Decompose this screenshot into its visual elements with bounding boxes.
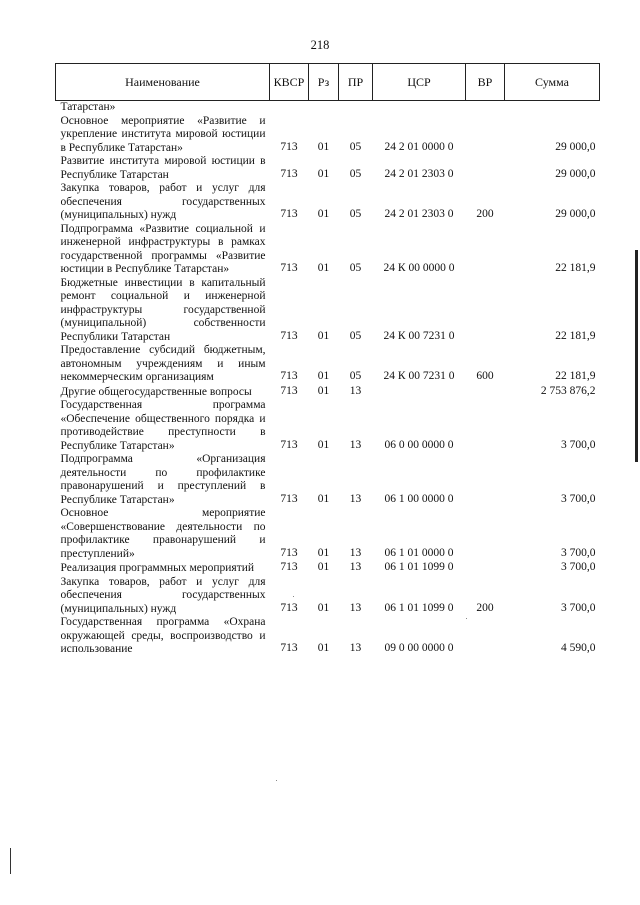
cell-kvsr: 713: [280, 601, 298, 614]
header-pr: ПР: [339, 64, 373, 101]
cell-rz: 01: [317, 167, 330, 180]
cell-sum: 3 700,0: [561, 492, 596, 505]
table-row: [56, 576, 600, 617]
cell-csr: 24 2 01 0000 0: [384, 140, 454, 153]
cell-sum: 3 700,0: [561, 561, 596, 573]
cell-kvsr: 713: [280, 546, 298, 559]
cell-vr: [466, 399, 505, 453]
header-csr: ЦСР: [373, 64, 466, 101]
cell-csr: 06 1 01 1099 0: [384, 561, 454, 573]
cell-pr: 13: [349, 561, 362, 573]
cell-pr: 13: [349, 601, 362, 614]
cell-rz: 01: [317, 329, 330, 342]
scan-edge-bar: [635, 250, 638, 462]
cell-kvsr: 713: [280, 140, 298, 153]
cell-rz: 01: [317, 208, 330, 220]
table-header-row: [56, 64, 600, 101]
cell-pr: 13: [349, 642, 362, 654]
cell-name: Подпрограмма «Организация деятельности по профилактике правонарушений и преступлений в Республике Татарстан»: [60, 453, 266, 506]
cell-sum: [505, 101, 600, 115]
cell-sum: 29 000,0: [555, 208, 596, 220]
cell-vr: [466, 277, 505, 345]
cell-sum: 3 700,0: [561, 438, 596, 451]
cell-kvsr: 713: [280, 492, 298, 505]
table-row: [56, 115, 600, 156]
cell-name: Основное мероприятие «Совершенствование деятельности по профилактике правонарушений и преступлений»: [60, 507, 266, 560]
scan-speck: [276, 780, 277, 781]
cell-pr: 05: [349, 370, 362, 382]
cell-pr: 13: [349, 438, 362, 451]
header-rz: Рз: [309, 64, 339, 101]
cell-pr: 05: [349, 140, 362, 153]
cell-kvsr: 713: [280, 370, 298, 382]
budget-table: [55, 63, 600, 657]
cell-csr: 24 К 00 7231 0: [383, 329, 455, 342]
cell-csr: 24 2 01 2303 0: [384, 167, 454, 180]
cell-rz: 01: [317, 140, 330, 153]
table-row: [56, 101, 600, 115]
cell-name: Основное мероприятие «Развитие и укрепление института мировой юстиции в Республике Татарстан»: [60, 114, 266, 154]
cell-sum: 3 700,0: [561, 546, 596, 559]
cell-vr: [466, 561, 505, 576]
table-body: [56, 101, 600, 657]
cell-pr: 05: [349, 167, 362, 180]
cell-rz: 01: [317, 438, 330, 451]
cell-name: Другие общегосударственные вопросы: [60, 385, 252, 398]
cell-name: Закупка товаров, работ и услуг для обеспечения государственных (муниципальных) нужд: [60, 182, 266, 221]
cell-name: Бюджетные инвестиции в капитальный ремонт социальной и инженерной инфраструктуры государственной (муниципальной) собственности Республики Татарстан: [60, 276, 266, 343]
cell-name: Реализация программных мероприятий: [60, 562, 255, 574]
cell-csr: 06 1 00 0000 0: [384, 492, 454, 505]
cell-sum: 22 181,9: [555, 262, 596, 274]
cell-name: Государственная программа «Охрана окружающей среды, воспроизводство и использование: [60, 616, 266, 655]
table-row: [56, 385, 600, 400]
cell-csr: 24 К 00 0000 0: [383, 262, 455, 274]
cell-rz: 01: [317, 492, 330, 505]
cell-name: Подпрограмма «Развитие социальной и инженерной инфраструктуры в рамках государственной программы «Развитие юстиции в Республике Татарстан»: [60, 222, 266, 275]
scan-speck: [293, 596, 294, 597]
cell-rz: 01: [317, 561, 330, 573]
cell-vr: 600: [476, 370, 494, 382]
cell-rz: 01: [317, 546, 330, 559]
cell-sum: 22 181,9: [555, 370, 596, 382]
scan-margin-mark: [10, 848, 11, 874]
cell-csr: 24 2 01 2303 0: [384, 208, 454, 220]
scan-speck: [466, 618, 467, 619]
cell-rz: 01: [317, 601, 330, 614]
cell-vr: [466, 115, 505, 156]
table-row: [56, 616, 600, 657]
cell-kvsr: 713: [280, 167, 298, 180]
cell-vr: [466, 616, 505, 657]
table-row: [56, 399, 600, 453]
cell-csr: [373, 101, 466, 115]
cell-kvsr: 713: [280, 561, 298, 573]
cell-rz: 01: [317, 262, 330, 274]
cell-sum: 22 181,9: [555, 329, 596, 342]
cell-vr: [466, 101, 505, 115]
cell-vr: 200: [476, 601, 494, 614]
cell-pr: 05: [349, 262, 362, 274]
cell-vr: [466, 155, 505, 182]
cell-name: Татарстан»: [60, 101, 116, 113]
cell-rz: 01: [317, 370, 330, 382]
table-row: [56, 182, 600, 223]
cell-csr: 06 0 00 0000 0: [384, 438, 454, 451]
cell-kvsr: 713: [280, 329, 298, 342]
cell-rz: [309, 101, 339, 115]
cell-rz: 01: [317, 384, 330, 397]
table-row: [56, 561, 600, 576]
table-row: [56, 277, 600, 345]
header-name: Наименование: [56, 64, 270, 101]
cell-vr: [466, 223, 505, 277]
cell-vr: [466, 507, 505, 561]
cell-vr: 200: [476, 208, 494, 220]
table-row: [56, 507, 600, 561]
table-row: [56, 344, 600, 385]
cell-pr: 13: [349, 384, 362, 397]
header-sum: Сумма: [505, 64, 600, 101]
header-kvsr: КВСР: [270, 64, 309, 101]
cell-kvsr: 713: [280, 438, 298, 451]
cell-rz: 01: [317, 642, 330, 654]
cell-name: Государственная программа «Обеспечение общественного порядка и противодействие преступности в Республике Татарстан»: [60, 399, 266, 452]
cell-sum: 29 000,0: [555, 167, 596, 180]
cell-sum: 3 700,0: [561, 601, 596, 614]
cell-vr: [466, 453, 505, 507]
cell-pr: 05: [349, 329, 362, 342]
cell-name: Предоставление субсидий бюджетным, автономным учреждениям и иным некоммерческим организациям: [60, 344, 266, 383]
cell-name: Развитие института мировой юстиции в Республике Татарстан: [60, 155, 266, 181]
cell-pr: 05: [349, 208, 362, 220]
cell-kvsr: [270, 101, 309, 115]
cell-kvsr: 713: [280, 262, 298, 274]
cell-sum: 4 590,0: [561, 642, 596, 654]
cell-kvsr: 713: [280, 642, 298, 654]
table-row: [56, 223, 600, 277]
cell-pr: 13: [349, 492, 362, 505]
cell-kvsr: 713: [280, 384, 298, 397]
cell-csr: 09 0 00 0000 0: [384, 642, 454, 654]
table-row: [56, 453, 600, 507]
cell-kvsr: 713: [280, 208, 298, 220]
cell-name: Закупка товаров, работ и услуг для обеспечения государственных (муниципальных) нужд: [60, 575, 266, 615]
page-number: 218: [310, 38, 330, 52]
cell-csr: 06 1 01 1099 0: [384, 601, 454, 614]
cell-csr: [373, 385, 466, 400]
cell-pr: 13: [349, 546, 362, 559]
cell-pr: [339, 101, 373, 115]
cell-csr: 24 К 00 7231 0: [383, 370, 455, 382]
cell-sum: 29 000,0: [555, 140, 596, 153]
cell-vr: [466, 385, 505, 400]
cell-csr: 06 1 01 0000 0: [384, 546, 454, 559]
header-vr: ВР: [466, 64, 505, 101]
cell-sum: 2 753 876,2: [540, 384, 596, 397]
table-row: [56, 155, 600, 182]
